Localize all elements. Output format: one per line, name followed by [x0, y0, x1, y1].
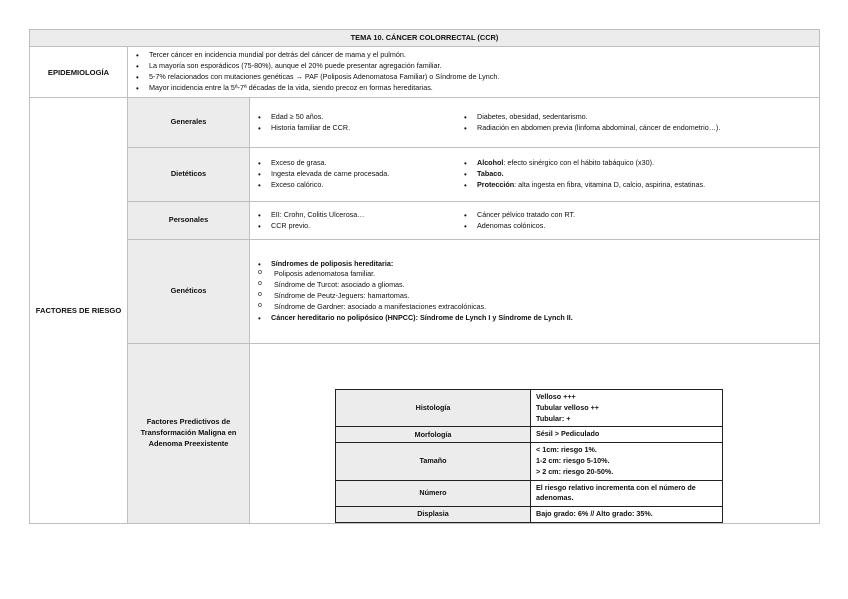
summary-table: [29, 29, 820, 524]
list-item: • Exceso de grasa.: [250, 158, 450, 169]
value-line: Tubular velloso ++: [536, 402, 599, 412]
numero-values: [531, 480, 723, 507]
list-item: • Radiación en abdomen previa (linfoma abdominal, cáncer de endometrio…).: [456, 123, 813, 134]
table-row: [336, 427, 723, 443]
value-line: El riesgo relativo incrementa con el número de adenomas.: [536, 482, 696, 503]
list-item: • 5-7% relacionados con mutaciones genéticas → PAF (Poliposis Adenomatosa Familiar) o Síndrome de Lynch.: [128, 72, 813, 83]
list-item: • CCR previo.: [250, 221, 450, 232]
list-item: • La mayoría son esporádicos (75-80%), aunque el 20% puede presentar agregación familiar.: [128, 61, 813, 72]
predictivos-label: Factores Predictivos de Transformación Maligna en Adenoma Preexistente: [128, 344, 250, 524]
tabaco-term: Tabaco.: [477, 169, 504, 178]
alcohol-text: : efecto sinérgico con el hábito tabáquico (x30).: [503, 158, 654, 167]
geneticos-label: Genéticos: [170, 286, 207, 296]
list-item: o Síndrome de Turcot: asociado a gliomas.: [250, 280, 813, 291]
table-row: [336, 443, 723, 480]
list-item: • Diabetes, obesidad, sedentarismo.: [456, 112, 813, 123]
list-item: • Historia familiar de CCR.: [250, 123, 450, 134]
epidemiologia-content: [128, 47, 820, 98]
generales-label: Generales: [128, 98, 250, 148]
dieteticos-left-list: [250, 155, 456, 194]
epidemiologia-label: EPIDEMIOLOGÍA: [30, 47, 128, 98]
title-row: [30, 30, 820, 47]
dieteticos-row: [30, 148, 820, 202]
list-item: • Tercer cáncer en incidencia mundial por detrás del cáncer de mama y el pulmón.: [128, 50, 813, 61]
geneticos-list: [250, 256, 819, 327]
alcohol-term: Alcohol: [477, 158, 504, 167]
personales-left-list: [250, 207, 456, 235]
factores-label: FACTORES DE RIESGO: [30, 98, 128, 524]
morfologia-values: [531, 427, 723, 443]
list-item: • Adenomas colónicos.: [456, 221, 813, 232]
proteccion-term: Protección: [477, 180, 515, 189]
list-item: • Ingesta elevada de carne procesada.: [250, 169, 450, 180]
dieteticos-label-cell: [128, 148, 250, 202]
table-row: [336, 390, 723, 427]
proteccion-text: : alta ingesta en fibra, vitamina D, calcio, aspirina, estatinas.: [514, 180, 706, 189]
dieteticos-label: Dietéticos: [170, 169, 207, 179]
histologia-label: Histología: [336, 390, 531, 427]
value-line: < 1cm: riesgo 1%.: [536, 445, 597, 455]
dieteticos-right-list: [456, 155, 819, 194]
list-item: o Síndrome de Gardner: asociado a manifestaciones extracolónicas.: [250, 302, 813, 313]
morfologia-label: Morfología: [336, 427, 531, 443]
geneticos-content: [250, 240, 820, 344]
list-item: • Cáncer pélvico tratado con RT.: [456, 210, 813, 221]
list-item: [456, 158, 813, 169]
epidemiologia-list: [128, 47, 819, 97]
list-item: [250, 313, 813, 324]
generales-right-list: [456, 109, 819, 137]
predictivos-content: [250, 344, 820, 524]
generales-content: [250, 98, 820, 148]
predictivos-table: [335, 389, 723, 523]
geneticos-label-cell: [128, 240, 250, 344]
tamano-values: [531, 443, 723, 480]
list-item: • EII: Crohn, Colitis Ulcerosa…: [250, 210, 450, 221]
dieteticos-content: [250, 148, 820, 202]
list-item: • Exceso calórico.: [250, 180, 450, 191]
sindromes-heading: Síndromes de poliposis hereditaria:: [271, 258, 394, 268]
numero-label: Número: [336, 480, 531, 507]
table-row: [336, 480, 723, 507]
table-row: [336, 507, 723, 523]
tamano-label: Tamaño: [336, 443, 531, 480]
value-line: Tubular: +: [536, 413, 571, 423]
list-item: • Mayor incidencia entre la 5ª-7ª décadas de la vida, siendo precoz en formas hereditarias.: [128, 83, 813, 94]
value-line: Velloso +++: [536, 392, 576, 402]
generales-left-list: [250, 109, 456, 137]
personales-content: [250, 202, 820, 240]
list-item: [456, 169, 813, 180]
hnpcc-text: Cáncer hereditario no polipósico (HNPCC): Síndrome de Lynch I y Síndrome de Lynch II.: [271, 313, 573, 323]
personales-right-list: [456, 207, 819, 235]
value-line: 1-2 cm: riesgo 5-10%.: [536, 456, 610, 466]
predictivos-row: [30, 344, 820, 524]
list-item: • Edad ≥ 50 años.: [250, 112, 450, 123]
histologia-values: [531, 390, 723, 427]
generales-row: [30, 98, 820, 148]
list-item: o Poliposis adenomatosa familiar.: [250, 269, 813, 280]
displasia-values: [531, 507, 723, 523]
personales-label: Personales: [128, 202, 250, 240]
value-line: Bajo grado: 6% // Alto grado: 35%.: [536, 509, 653, 519]
value-line: > 2 cm: riesgo 20-50%.: [536, 466, 614, 476]
list-item: o Síndrome de Peutz-Jeguers: hamartomas.: [250, 291, 813, 302]
personales-row: [30, 202, 820, 240]
list-item: [456, 180, 813, 191]
epidemiologia-row: [30, 47, 820, 98]
table-title: TEMA 10. CÁNCER COLORRECTAL (CCR): [30, 30, 820, 47]
geneticos-row: [30, 240, 820, 344]
list-item: [250, 259, 813, 313]
summary-sheet: [29, 29, 819, 524]
displasia-label: Displasia: [336, 507, 531, 523]
sindromes-sublist: [250, 269, 813, 313]
value-line: Sésil > Pediculado: [536, 429, 600, 439]
